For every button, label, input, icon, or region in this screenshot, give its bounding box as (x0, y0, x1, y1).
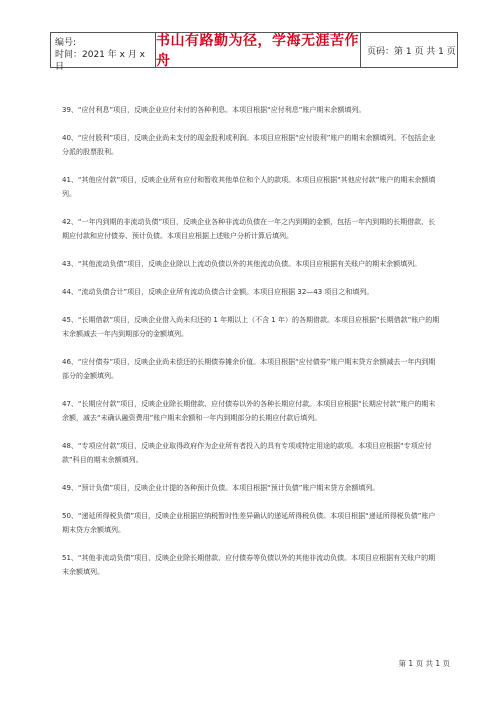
motto-text: 书山有路勤为径，学海无涯苦作舟 (156, 33, 359, 69)
paragraph-47: 47、“长期应付款”项目，反映企业除长期借款、应付债券以外的各种长期应付款。本项目应根据“长期应付款”账户的期末余额，减去“未确认融资费用”账户期末余额和一年内到期部分的长期应付款后填列。 (62, 400, 436, 422)
page-label: 页码：第 1 页 共 1 页 (367, 46, 456, 57)
document-body (62, 96, 442, 593)
paragraph-40: 40、“应付股利”项目，反映企业尚未支付的现金股利或利润。本项目应根据“应付股利”账户的期末余额填列。不包括企业分派的股票股利。 (62, 134, 436, 156)
paragraph-44: 44、“流动负债合计”项目，反映企业所有流动负债合计金额。本项目应根据 32—43 项目之和填列。 (62, 288, 374, 296)
doc-number-label: 编号: (55, 38, 77, 48)
header-page-cell (361, 33, 457, 67)
time-label: 时间：2021 年 x 月 x 日 (55, 50, 146, 72)
paragraph-51: 51、“其他非流动负债”项目，反映企业除长期借款、应付债券等负债以外的其他非流动负债。本项目应根据有关账户的期末余额填列。 (62, 554, 436, 576)
paragraph-50: 50、“递延所得税负债”项目，反映企业根据应纳税暂时性差异确认的递延所得税负债。本项目根据“递延所得税负债”账户期末贷方余额填列。 (62, 512, 436, 534)
page-footer: 第 1 页 共 1 页 (398, 659, 450, 668)
paragraph-41: 41、“其他应付款”项目，反映企业所有应付和暂收其他单位和个人的款项。本项目应根据“其他应付款”账户的期末余额填列。 (62, 176, 436, 198)
paragraph-39: 39、“应付利息”项目，反映企业应付未付的各种利息。本项目根据“应付利息”账户期末余额填列。 (62, 106, 366, 114)
paragraph-46: 46、“应付债券”项目，反映企业尚未偿还的长期债券摊余价值。本项目根据“应付债券”账户期末贷方余额减去一年内到期部分的金额填列。 (62, 358, 436, 380)
paragraph-48: 48、“专项应付款”项目，反映企业取得政府作为企业所有者投入的具有专项或特定用途的款项。本项目应根据“专项应付款”科目的期末余额填列。 (62, 442, 432, 464)
header-motto-cell (156, 33, 361, 67)
paragraph-45: 45、“长期借款”项目，反映企业借入尚未归还的 1 年期以上（不含 1 年）的各期借款。本项目应根据“长期借款”账户的期末余额减去一年内到期部分的金额填列。 (62, 316, 440, 338)
paragraph-43: 43、“其他流动负债”项目，反映企业除以上流动负债以外的其他流动负债。本项目应根据有关账户的期末余额填列。 (62, 260, 422, 268)
paragraph-49: 49、“预计负债”项目，反映企业计提的各种预计负债。本项目根据“预计负债”账户期末贷方余额填列。 (62, 484, 380, 492)
paragraph-42: 42、“一年内到期的非流动负债”项目，反映企业各种非流动负债在一年之内到期的金额，包括一年内到期的长期借款、长期应付款和应付债券、预计负债。本项目应根据上述账户分析计算后填列。 (62, 218, 436, 240)
header-left-cell (51, 33, 156, 72)
page-header (50, 32, 458, 72)
